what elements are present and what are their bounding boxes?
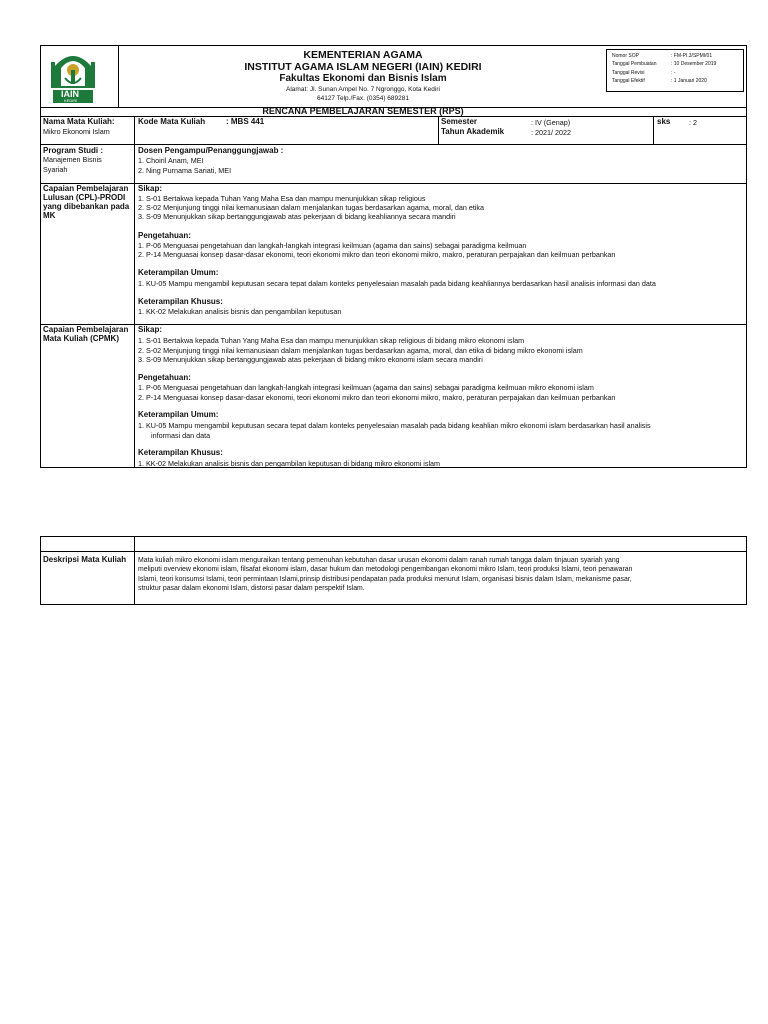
faculty-title: Fakultas Ekonomi dan Bisnis Islam [279, 73, 447, 84]
academic-year-value: : 2021/ 2022 [531, 128, 571, 137]
cpl-pengetahuan-item: 1. P-06 Menguasai pengetahuan dan langkah-langkah integrasi keilmuan (agama dan sains) sebagai paradigma keilmuan [138, 241, 527, 250]
cpl-kk-item: 1. KK-02 Melakukan analisis bisnis dan pengambilan keputusan [138, 307, 342, 316]
sks-label: sks [657, 117, 671, 126]
program-label: Program Studi : [43, 146, 104, 155]
cpmk-sikap-item: 1. S-01 Bertakwa kepada Tuhan Yang Maha Esa dan mampu menunjukkan sikap religious di bidang mikro ekonomi islam [138, 336, 525, 345]
cpl-kk-title: Keterampilan Khusus: [138, 297, 223, 306]
description-line: meliputi overview ekonomi islam, filsafat ekonomi islam, dasar hukum dan metodologi pengembangan ekonomi mikro Islam, teori produksi Islami, teori penawaran [138, 566, 633, 573]
lecturer-item: 1. Choiril Anam, MEI [138, 156, 204, 165]
cpl-pengetahuan-title: Pengetahuan: [138, 231, 191, 240]
cpmk-kk-title: Keterampilan Khusus: [138, 448, 223, 457]
academic-year-label: Tahun Akademik [441, 127, 505, 136]
lecturer-item: 2. Ning Purnama Sariati, MEI [138, 166, 232, 175]
cpmk-ku-title: Keterampilan Umum: [138, 410, 219, 419]
cpmk-sikap-item: 2. S-02 Menjunjung tinggi nilai kemanusiaan dalam menjalankan tugas berdasarkan agama, moral, dan etika di bidang mikro ekonomi islam [138, 346, 583, 355]
cpl-ku-item: 1. KU-05 Mampu mengambil keputusan secara tepat dalam konteks penyelesaian masalah pada bidang keahliannya berdasarkan hasil analisis informasi dan data [138, 279, 656, 288]
doc-info-label: Nomor SOP [612, 53, 639, 59]
description-col-divider [134, 536, 135, 605]
lecturer-label: Dosen Pengampu/Penanggungjawab : [138, 146, 284, 155]
document-title: RENCANA PEMBELAJARAN SEMESTER (RPS) [262, 106, 464, 116]
course-name-label: Nama Mata Kuliah: [43, 117, 115, 126]
cpl-sikap-item: 2. S-02 Menjunjung tinggi nilai kemanusiaan dalam menjalankan tugas berdasarkan agama, moral, dan etika [138, 203, 485, 212]
description-header-line [40, 551, 747, 552]
logo-subtext: KEDIRI [64, 98, 78, 103]
course-code-value: : MBS 441 [226, 117, 265, 126]
cpmk-ku-item: 1. KU-05 Mampu mengambil keputusan secara tepat dalam konteks penyelesaian masalah pada bidang keahlian mikro ekonomi islam berdasarkan hasil analisis [138, 421, 651, 430]
col-divider [134, 116, 135, 468]
cpl-label: Capaian Pembelajaran Lulusan (CPL)-PRODI yang dibebankan pada MK [43, 184, 130, 220]
cpl-ku-title: Keterampilan Umum: [138, 268, 219, 277]
doc-info-value: : - [671, 70, 676, 76]
course-name-value: Mikro Ekonomi Islam [43, 127, 110, 136]
institute-title: INSTITUT AGAMA ISLAM NEGERI (IAIN) KEDIRI [244, 61, 482, 73]
program-value-1: Manajemen Bisnis [43, 155, 102, 164]
cpl-pengetahuan-item: 2. P-14 Menguasai konsep dasar-dasar ekonomi, teori ekonomi mikro dan teori ekonomi mikro, makro, peraturan perpajakan dan keilmuan perbankan [138, 250, 616, 259]
cpl-sikap-title: Sikap: [138, 184, 163, 193]
doc-info-label: Tanggal Revisi [612, 70, 645, 76]
semester-value: : IV (Genap) [531, 118, 571, 127]
doc-info-label: Tanggal Efektif [612, 78, 645, 84]
cpmk-kk-item: 1. KK-02 Melakukan analisis bisnis dan pengambilan keputusan di bidang mikro ekonomi islam [138, 459, 441, 468]
doc-info-label: Tanggal Pembuatan [612, 61, 657, 67]
cpl-sikap-item: 1. S-01 Bertakwa kepada Tuhan Yang Maha Esa dan mampu menunjukkan sikap religious [138, 194, 426, 203]
col-divider-sks [653, 116, 654, 144]
cpmk-pengetahuan-item: 1. P-06 Menguasai pengetahuan dan langkah-langkah integrasi keilmuan (agama dan sains) sebagai paradigma keilmuan mikro ekonomi islam [138, 383, 594, 392]
doc-info-value: : FM-PI.3/SPMI/01 [671, 53, 713, 59]
cpmk-pengetahuan-title: Pengetahuan: [138, 373, 191, 382]
description-label: Deskripsi Mata Kuliah [43, 555, 127, 564]
cpmk-pengetahuan-item: 2. P-14 Menguasai konsep dasar-dasar ekonomi, teori ekonomi mikro dan teori ekonomi mikro, makro, peraturan perpajakan dan keilmuan perbankan [138, 393, 616, 402]
ministry-title: KEMENTERIAN AGAMA [303, 49, 423, 61]
description-line: Mata kuliah mikro ekonomi islam menguraikan tentang pemenuhan kebutuhan dasar urusan ekonomi dalam ranah rumah tangga dalam tinjauan syariah yang [138, 557, 620, 564]
sks-value: : 2 [689, 118, 697, 127]
cpmk-ku-item-cont: informasi dan data [151, 431, 211, 440]
description-line: Islami, teori konsumsi Islami, teori permintaan Islami,prinsip distribusi pendapatan pada produksi menurut Islam, organisasi bisnis dalam Islam, mekanisme pasar, [138, 576, 632, 583]
course-code-label: Kode Mata Kuliah [138, 117, 206, 126]
semester-label: Semester [441, 117, 478, 126]
doc-info-value: : 1 Januari 2020 [671, 78, 707, 84]
cpmk-sikap-item: 3. S-09 Menunjukkan sikap bertanggungjawab atas pekerjaan di bidang mikro ekonomi islam secara mandiri [138, 355, 483, 364]
institution-logo [47, 48, 99, 104]
cpmk-sikap-title: Sikap: [138, 325, 163, 334]
col-divider-semester [438, 116, 439, 144]
logo-text: IAIN [61, 89, 79, 99]
program-value-2: Syariah [43, 165, 68, 174]
cpmk-label: Capaian Pembelajaran Mata Kuliah (CPMK) [43, 325, 129, 343]
description-line: struktur pasar dalam ekonomi Islam, distorsi pasar dalam perspektif Islam. [138, 585, 365, 592]
doc-info-value: : 10 Desember 2019 [671, 61, 717, 67]
cpl-sikap-item: 3. S-09 Menunjukkan sikap bertanggungjawab atas pekerjaan di bidang keahliannya secara mandiri [138, 212, 456, 221]
address-line-1: Alamat: Jl. Sunan Ampel No. 7 Ngronggo, Kota Kediri [286, 86, 440, 93]
course-row-bottom [40, 144, 747, 145]
address-line-2: 64127 Telp./Fax. (0354) 689281 [316, 95, 410, 102]
